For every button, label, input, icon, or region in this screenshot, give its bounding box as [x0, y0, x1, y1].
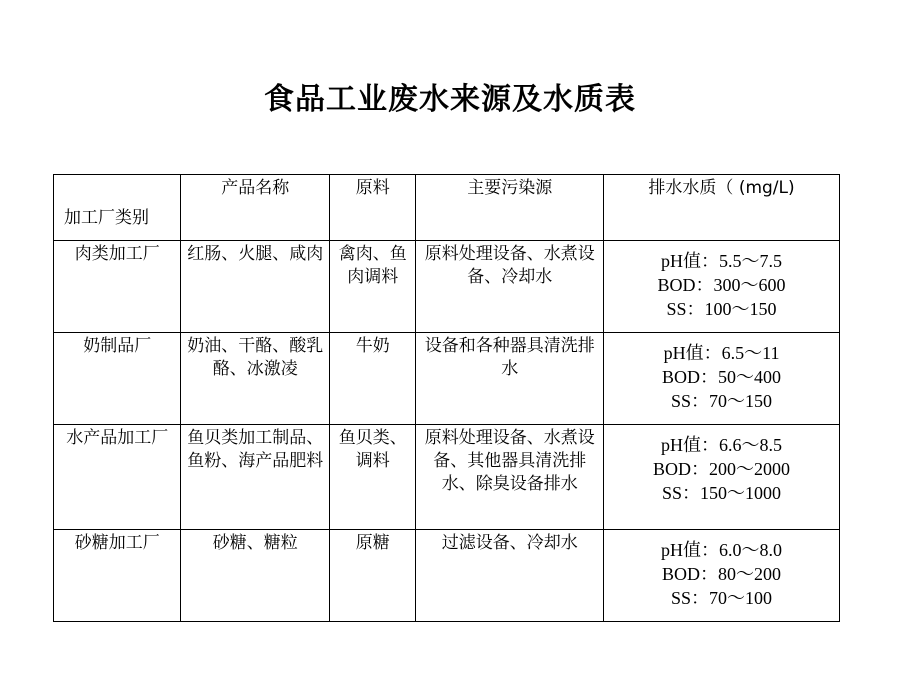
quality-ph: pH值：6.0～8.0 [661, 540, 783, 560]
cell-quality [604, 530, 840, 622]
cell-quality [604, 241, 840, 333]
quality-ph: pH值：6.6～8.5 [661, 435, 783, 455]
quality-bod: BOD：200～2000 [653, 459, 791, 479]
header-category: 加工厂类别 [54, 175, 181, 241]
cell-category: 水产品加工厂 [54, 425, 181, 530]
table-header-row [54, 175, 840, 241]
quality-ph: pH值：5.5～7.5 [661, 251, 783, 271]
cell-sources: 原料处理设备、水煮设备、其他器具清洗排水、除臭设备排水 [416, 425, 604, 530]
quality-ss: SS：70～150 [671, 391, 773, 411]
water-quality-table [53, 174, 840, 622]
cell-category: 奶制品厂 [54, 333, 181, 425]
cell-sources: 设备和各种器具清洗排水 [416, 333, 604, 425]
quality-bod: BOD：50～400 [662, 367, 782, 387]
cell-products: 奶油、干酪、酸乳酪、冰激凌 [181, 333, 330, 425]
cell-materials: 鱼贝类、调料 [330, 425, 416, 530]
cell-products: 鱼贝类加工制品、鱼粉、海产品肥料 [181, 425, 330, 530]
cell-category: 肉类加工厂 [54, 241, 181, 333]
page-title: 食品工业废水来源及水质表 [264, 82, 636, 117]
table-row [54, 425, 840, 530]
quality-bod: BOD：80～200 [662, 564, 782, 584]
quality-ph: pH值：6.5～11 [663, 343, 780, 363]
table-row [54, 241, 840, 333]
header-materials: 原料 [330, 175, 416, 241]
cell-sources: 原料处理设备、水煮设备、冷却水 [416, 241, 604, 333]
table-row [54, 530, 840, 622]
cell-category: 砂糖加工厂 [54, 530, 181, 622]
cell-products: 砂糖、糖粒 [181, 530, 330, 622]
quality-ss: SS：100～150 [666, 299, 777, 319]
quality-ss: SS：70～100 [671, 588, 773, 608]
cell-quality [604, 425, 840, 530]
cell-materials: 原糖 [330, 530, 416, 622]
header-sources: 主要污染源 [416, 175, 604, 241]
cell-quality [604, 333, 840, 425]
cell-materials: 禽肉、鱼肉调料 [330, 241, 416, 333]
cell-materials: 牛奶 [330, 333, 416, 425]
quality-ss: SS：150～1000 [662, 483, 782, 503]
cell-products: 红肠、火腿、咸肉 [181, 241, 330, 333]
cell-sources: 过滤设备、冷却水 [416, 530, 604, 622]
quality-bod: BOD：300～600 [657, 275, 786, 295]
header-quality: 排水水质（ (mg/L) [604, 175, 840, 241]
header-products: 产品名称 [181, 175, 330, 241]
table-row [54, 333, 840, 425]
